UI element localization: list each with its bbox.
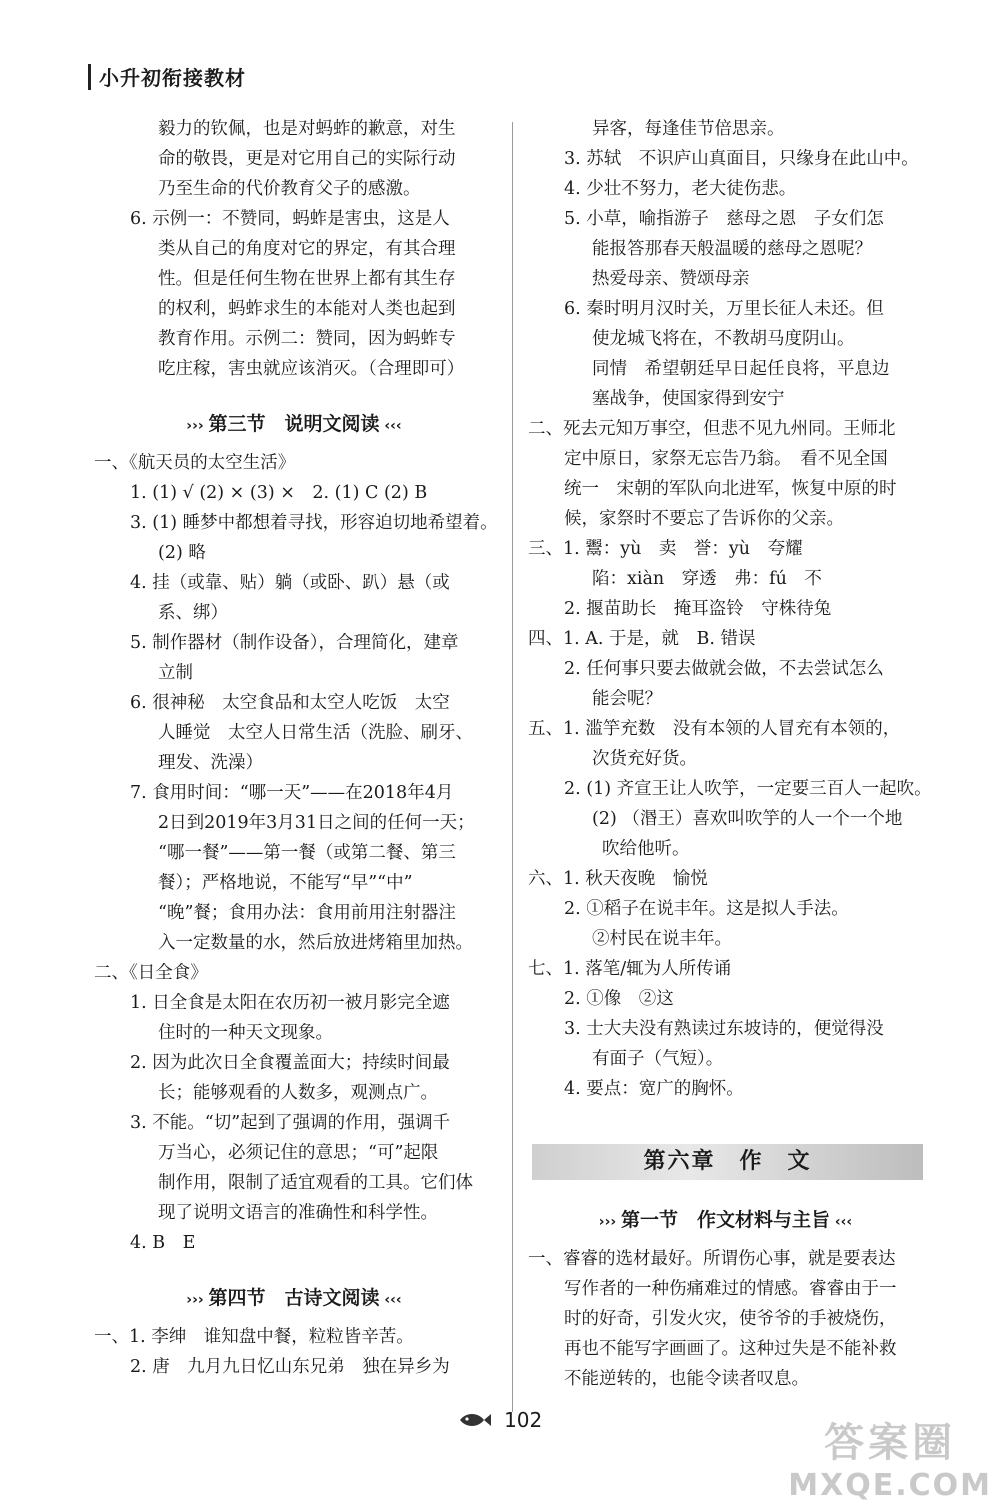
answer-line: 教育作用。示例二：赞同，因为蚂蚱专 (158, 329, 456, 349)
heading-marker-left: ››› (186, 1292, 209, 1308)
answer-line: 系、绑） (158, 603, 228, 623)
answer-line: 候，家祭时不要忘了告诉你的父亲。 (564, 509, 844, 529)
answer-line: 5. 制作器材（制作设备），合理简化，建章 (130, 633, 459, 653)
answer-line: 乃至生命的代价教育父子的感激。 (158, 179, 421, 199)
left-column (94, 114, 498, 1382)
answer-line: 万当心，必须记住的意思；“可”起限 (158, 1143, 439, 1163)
answer-line: 7. 食用时间：“哪一天”——在2018年4月 (130, 783, 454, 803)
answer-line: 命的敬畏，更是对它用自己的实际行动 (158, 149, 456, 169)
answer-line: 类从自己的角度对它的界定，有其合理 (158, 239, 456, 259)
answer-line: 二、死去元知万事空，但悲不见九州同。王师北 (528, 419, 896, 439)
answer-line: 二、《日全食》 (94, 963, 208, 983)
answer-line: 2. ①像 ②这 (564, 989, 674, 1009)
watermark-url: MXQE.COM (788, 1468, 992, 1503)
answer-line: 2. (1) 齐宣王让人吹竽，一定要三百人一起吹。 (564, 779, 932, 799)
column-divider (512, 122, 513, 1412)
answer-line: (2) （湣王）喜欢叫吹竽的人一个一个地 (592, 809, 903, 829)
book-title: 小升初衔接教材 (99, 66, 246, 90)
answer-line: 6. 很神秘 太空食品和太空人吃饭 太空 (130, 693, 450, 713)
answer-line: 2日到2019年3月31日之间的任何一天； (158, 813, 475, 833)
section-heading (528, 1198, 923, 1242)
answer-line: 餐）；严格地说，不能写“早”“中” (158, 873, 413, 893)
answer-line: 的权利，蚂蚱求生的本能对人类也起到 (158, 299, 456, 319)
answer-line: 入一定数量的水，然后放进烤箱里加热。 (158, 933, 473, 953)
answer-line: 同情 希望朝廷早日起任良将，平息边 (592, 359, 890, 379)
answer-line: 六、1. 秋天夜晚 愉悦 (528, 869, 708, 889)
answer-line: 能报答那春天般温暖的慈母之恩呢？ (592, 239, 872, 259)
watermark (788, 1411, 992, 1503)
answer-line: 住时的一种天文现象。 (158, 1023, 333, 1043)
answer-line: 异客，每逢佳节倍思亲。 (592, 119, 785, 139)
answer-line: 4. 要点：宽广的胸怀。 (564, 1079, 744, 1099)
answer-line: 三、1. 鬻：yù 卖 誉：yù 夸耀 (528, 539, 803, 559)
section-heading-text: 第三节 说明文阅读 (208, 413, 380, 435)
section-heading (94, 402, 494, 446)
answer-line: 使龙城飞将在，不教胡马度阴山。 (592, 329, 855, 349)
answer-line: 七、1. 落笔/辄为人所传诵 (528, 959, 732, 979)
answer-line: 4. 挂（或靠、贴）躺（或卧、趴）悬（或 (130, 573, 450, 593)
answer-line: 毅力的钦佩，也是对蚂蚱的歉意，对生 (158, 119, 456, 139)
answer-line: 四、1. A. 于是，就 B. 错误 (528, 629, 756, 649)
right-column (528, 114, 932, 1394)
watermark-logo: 答案圈 (824, 1420, 957, 1466)
heading-marker-left: ››› (186, 418, 209, 434)
answer-line: 6. 秦时明月汉时关，万里长征人未还。但 (564, 299, 884, 319)
heading-marker-left: ››› (598, 1214, 621, 1230)
answer-line: “晚”餐；食用办法：食用前用注射器注 (158, 903, 456, 923)
answer-line: 长；能够观看的人数多，观测点广。 (158, 1083, 438, 1103)
answer-line: 一、《航天员的太空生活》 (94, 453, 296, 473)
answer-line: 制作用，限制了适宜观看的工具。它们体 (158, 1173, 473, 1193)
answer-line: 2. 揠苗助长 掩耳盗铃 守株待兔 (564, 599, 832, 619)
answer-line: 1. 日全食是太阳在农历初一被月影完全遮 (130, 993, 450, 1013)
answer-line: 吃庄稼，害虫就应该消灭。（合理即可） (158, 359, 465, 379)
answer-line: 五、1. 滥竽充数 没有本领的人冒充有本领的， (528, 719, 901, 739)
chapter-banner: 第六章 作 文 (532, 1144, 923, 1180)
answer-line: 1. (1) √ (2) × (3) × 2. (1) C (2) B (130, 483, 428, 503)
answer-line: 理发、洗澡） (158, 753, 263, 773)
answer-line: 性。但是任何生物在世界上都有其生存 (158, 269, 456, 289)
fish-icon (458, 1410, 492, 1434)
answer-line: 3. (1) 睡梦中都想着寻找，形容迫切地希望着。 (130, 513, 498, 533)
answer-line: 5. 小草，喻指游子 慈母之恩 子女们怎 (564, 209, 884, 229)
answer-line: 2. 唐 九月九日忆山东兄弟 独在异乡为 (130, 1357, 450, 1377)
section-heading-text: 第一节 作文材料与主旨 (620, 1209, 830, 1231)
answer-line: 有面子（气短）。 (592, 1049, 724, 1069)
answer-line: 热爱母亲、赞颂母亲 (592, 269, 750, 289)
heading-marker-right: ‹‹‹ (379, 1292, 402, 1308)
answer-line: 不能逆转的，也能令读者叹息。 (564, 1369, 809, 1389)
section-heading (94, 1276, 494, 1320)
answer-line: 3. 苏轼 不识庐山真面目，只缘身在此山中。 (564, 149, 919, 169)
answer-line: 一、1. 李绅 谁知盘中餐，粒粒皆辛苦。 (94, 1327, 414, 1347)
answer-line: 立制 (158, 663, 193, 683)
answer-line: 塞战争，使国家得到安宁 (592, 389, 785, 409)
answer-line: 3. 不能。“切”起到了强调的作用，强调千 (130, 1113, 451, 1133)
answer-line: 现了说明文语言的准确性和科学性。 (158, 1203, 438, 1223)
answer-line: 陷：xiàn 穿透 弗：fú 不 (592, 569, 822, 589)
answer-line: 写作者的一种伤痛难过的情感。睿睿由于一 (564, 1279, 897, 1299)
answer-line: 再也不能写字画画了。这种过失是不能补救 (564, 1339, 897, 1359)
answer-line: 6. 示例一：不赞同，蚂蚱是害虫，这是人 (130, 209, 450, 229)
section-heading-text: 第四节 古诗文阅读 (208, 1287, 380, 1309)
answer-line: 2. 任何事只要去做就会做，不去尝试怎么 (564, 659, 884, 679)
answer-line: (2) 略 (158, 543, 206, 563)
answer-line: “哪一餐”——第一餐（或第二餐、第三 (158, 843, 456, 863)
page-number: 102 (504, 1408, 543, 1432)
answer-line: 统一 宋朝的军队向北进军，恢复中原的时 (564, 479, 897, 499)
running-header (88, 62, 246, 91)
answer-line: 2. ①稻子在说丰年。这是拟人手法。 (564, 899, 849, 919)
answer-line: 次货充好货。 (592, 749, 697, 769)
answer-line: 人睡觉 太空人日常生活（洗脸、刷牙、 (158, 723, 473, 743)
header-bar (88, 64, 91, 90)
heading-marker-right: ‹‹‹ (830, 1214, 853, 1230)
answer-line: 时的好奇，引发火灾，使爷爷的手被烧伤， (564, 1309, 897, 1329)
heading-marker-right: ‹‹‹ (379, 418, 402, 434)
answer-line: 4. B E (130, 1233, 196, 1253)
answer-line: 4. 少壮不努力，老大徒伤悲。 (564, 179, 797, 199)
answer-line: 吹给他听。 (602, 839, 690, 859)
answer-line: 3. 士大夫没有熟读过东坡诗的，便觉得没 (564, 1019, 884, 1039)
answer-line: 一、睿睿的选材最好。所谓伤心事，就是要表达 (528, 1249, 896, 1269)
answer-line: 2. 因为此次日全食覆盖面大；持续时间最 (130, 1053, 450, 1073)
answer-line: 定中原日，家祭无忘告乃翁。 看不见全国 (564, 449, 888, 469)
answer-line: 能会呢？ (592, 689, 662, 709)
answer-line: ②村民在说丰年。 (592, 929, 732, 949)
